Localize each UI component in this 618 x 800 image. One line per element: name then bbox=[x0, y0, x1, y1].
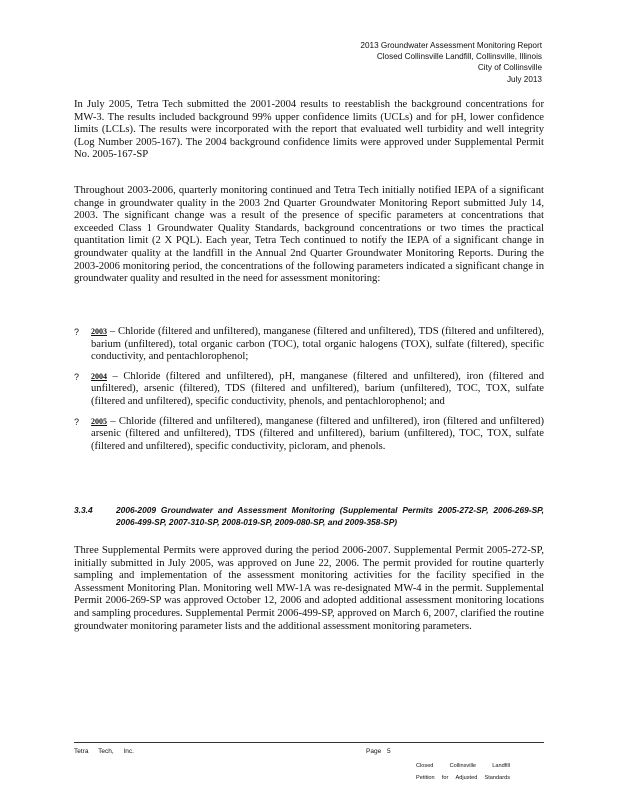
footer-document-label bbox=[416, 760, 510, 784]
section-heading bbox=[74, 504, 544, 528]
paragraph-background-results: In July 2005, Tetra Tech submitted the 2001-2004 results to reestablish the background concentrations for MW-3. The results included background 99% upper confidence limits (UCLs) and for pH, lower confidence limits (LCLs). The results were incorporated with the report that evaluated well turbidity and well integrity (Log Number 2005-167). The 2004 background confidence limits were approved under Supplemental Permit No. 2005-167-SP bbox=[74, 99, 544, 161]
header-date: July 2013 bbox=[506, 74, 542, 84]
bullet-marker: ? bbox=[74, 416, 80, 427]
bullet-text: – Chloride (filtered and unfiltered), manganese (filtered and unfiltered), iron (filtered and unfiltered) arsenic (filtered and unfiltered), TDS (filtered and unfiltered), barium (unfiltered), TOC, TOX, sulfate (filtered and unfiltered), specific conductivity, picloram, and phenols. bbox=[91, 415, 544, 452]
list-item-2005 bbox=[74, 416, 544, 454]
bullet-marker: ? bbox=[74, 371, 80, 382]
parameter-list bbox=[74, 326, 544, 460]
header-site-name: Closed Collinsville Landfill, Collinsville, Illinois bbox=[376, 52, 542, 62]
bullet-year: 2005 bbox=[91, 416, 107, 426]
list-item-2003 bbox=[74, 326, 544, 364]
list-item-2004 bbox=[74, 371, 544, 409]
footer-divider bbox=[74, 742, 544, 743]
header-client: City of Collinsville bbox=[477, 63, 542, 73]
bullet-text: – Chloride (filtered and unfiltered), manganese (filtered and unfiltered), TDS (filtered and unfiltered), barium (unfiltered), total organic carbon (TOC), total organic halogens (TOX), sulfate (filtered), specific conductivity, and pentachlorophenol; bbox=[91, 326, 544, 363]
paragraph-supplemental-permits: Three Supplemental Permits were approved during the period 2006-2007. Supplemental Permit 2005-272-SP, initially submitted in July 2005, was approved on June 22, 2006. The permit provided for routine quarterly sampling and implementation of the assessment monitoring activities for the facility specified in the Assessment Monitoring Plan. Monitoring well MW-1A was re-designated MW-4 in the permit. Supplemental Permit 2006-269-SP was approved October 12, 2006 and adopted additional assessment monitoring locations and sampling procedures. Supplemental Permit 2006-499-SP, approved on March 6, 2007, clarified the routine groundwater monitoring parameter lists and the additional assessment monitoring parameters. bbox=[74, 545, 544, 632]
footer-label-line-2: Petition for Adjusted Standards bbox=[416, 775, 510, 781]
footer-label-line-1: Closed Collinsville Landfill bbox=[416, 763, 510, 769]
paragraph-significant-change: Throughout 2003-2006, quarterly monitoring continued and Tetra Tech initially notified IEPA of a significant change in groundwater quality in the 2003 2nd Quarter Groundwater Monitoring Report submitted July 14, 2003. The significant change was a result of the presence of specific parameters at concentrations that exceeded Class 1 Groundwater Quality Standards, background concentrations or two times the practical quantitation limit (2 X PQL). Each year, Tetra Tech continued to notify the IEPA of a significant change in groundwater quality at the landfill in the Annual 2nd Quarter Groundwater Monitoring Reports. During the 2003-2006 monitoring period, the concentrations of the following parameters indicated a significant change in groundwater quality and resulted in the need for assessment monitoring: bbox=[74, 185, 544, 285]
bullet-year: 2004 bbox=[91, 371, 107, 381]
section-number: 3.3.4 bbox=[74, 505, 93, 515]
bullet-text: – Chloride (filtered and unfiltered), pH, manganese (filtered and unfiltered), iron (filtered and unfiltered), arsenic (filtered), TDS (filtered and unfiltered), barium (unfiltered), TOC, TOX, sulfate (filtered and unfiltered), specific conductivity, phenols, and pentachlorophenol; and bbox=[91, 370, 544, 407]
footer-company: Tetra Tech, Inc. bbox=[74, 748, 134, 755]
footer-page-number: Page 5 bbox=[366, 748, 391, 755]
header-report-title: 2013 Groundwater Assessment Monitoring Report bbox=[360, 41, 542, 50]
bullet-marker: ? bbox=[74, 327, 80, 337]
report-header bbox=[360, 40, 542, 85]
bullet-year: 2003 bbox=[91, 327, 107, 336]
section-title: 2006-2009 Groundwater and Assessment Monitoring (Supplemental Permits 2005-272-SP, 2006-269-SP, 2006-499-SP, 2007-310-SP, 2008-019-SP, 2009-080-SP, and 2009-358-SP) bbox=[116, 505, 544, 528]
